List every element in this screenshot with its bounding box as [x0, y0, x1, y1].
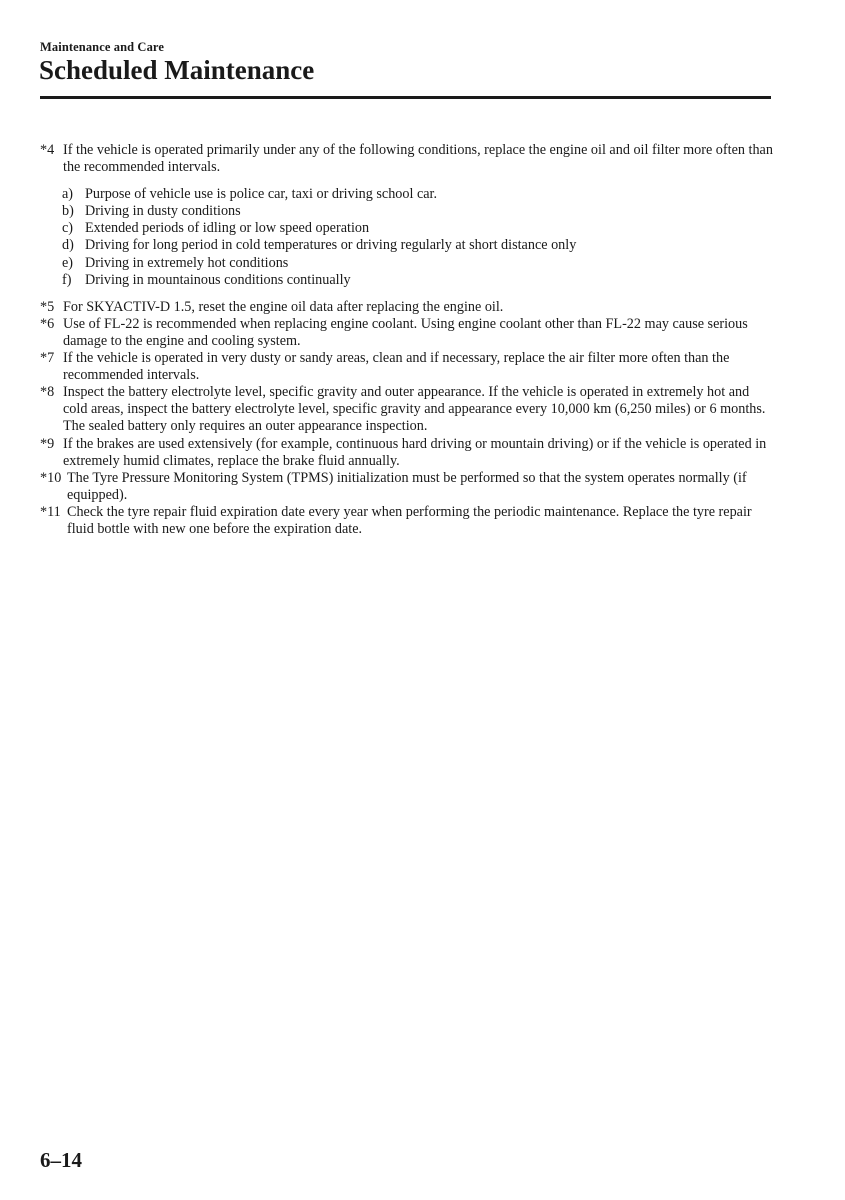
footnote-marker: *11 — [40, 503, 61, 520]
list-item-text: Extended periods of idling or low speed operation — [85, 220, 370, 237]
list-item-marker: c) — [62, 220, 74, 237]
list-item — [62, 255, 775, 272]
footnote-text: The Tyre Pressure Monitoring System (TPMS) initialization must be performed so that the system operates normally (if equipped). — [67, 469, 747, 503]
list-item — [62, 186, 775, 203]
footnote-text: For SKYACTIV-D 1.5, reset the engine oil data after replacing the engine oil. — [63, 298, 504, 315]
footnote-marker: *6 — [40, 315, 55, 332]
footnote-text: If the vehicle is operated in very dusty or sandy areas, clean and if necessary, replace the air filter more often than the recommended intervals. — [63, 350, 730, 384]
list-item-text: Driving in dusty conditions — [85, 203, 241, 220]
footnote-marker: *10 — [40, 469, 62, 486]
list-item-text: Driving for long period in cold temperatures or driving regularly at short distance only — [85, 237, 577, 254]
footnote-marker: *9 — [40, 435, 55, 452]
footnote-text: If the brakes are used extensively (for example, continuous hard driving or mountain driving) or if the vehicle is operated in extremely humid climates, replace the brake fluid annually. — [63, 435, 767, 469]
list-item — [62, 237, 775, 254]
footnote-4 — [40, 142, 775, 176]
list-item-marker: a) — [62, 186, 74, 203]
footnote-6 — [40, 316, 775, 350]
list-item-marker: e) — [62, 254, 74, 271]
footnote-marker: *8 — [40, 384, 55, 401]
section-label: Maintenance and Care — [40, 40, 164, 54]
footnote-5 — [40, 299, 775, 316]
condition-list — [62, 186, 775, 289]
title-divider — [40, 96, 771, 99]
footnote-8 — [40, 384, 775, 435]
list-item-text: Driving in mountainous conditions continually — [85, 271, 351, 288]
footnote-text: Check the tyre repair fluid expiration date every year when performing the periodic maintenance. Replace the tyre repair fluid bottle with new one before the expiration date. — [67, 503, 752, 537]
list-item-text: Purpose of vehicle use is police car, taxi or driving school car. — [85, 186, 438, 203]
footnotes — [40, 142, 775, 538]
footnote-11 — [40, 504, 775, 538]
footnote-marker: *5 — [40, 298, 55, 315]
footnote-text: Inspect the battery electrolyte level, specific gravity and outer appearance. If the vehicle is operated in extremely hot and cold areas, inspect the battery electrolyte level, specific gravity and appearance every 10,000 km (6,250 miles) or 6 months. The sealed battery only requires an outer appearance inspection. — [63, 384, 766, 435]
footnote-text: Use of FL-22 is recommended when replacing engine coolant. Using engine coolant other than FL-22 may cause serious damage to the engine and cooling system. — [63, 315, 748, 349]
page-number: 6–14 — [40, 1148, 82, 1172]
footnote-marker: *7 — [40, 350, 55, 367]
list-item-text: Driving in extremely hot conditions — [85, 254, 289, 271]
footnote-text: If the vehicle is operated primarily under any of the following conditions, replace the engine oil and oil filter more often than the recommended intervals. — [63, 142, 773, 176]
footnote-9 — [40, 436, 775, 470]
footnote-10 — [40, 470, 775, 504]
footnote-7 — [40, 350, 775, 384]
list-item-marker: d) — [62, 237, 74, 254]
list-item — [62, 272, 775, 289]
list-item-marker: b) — [62, 203, 74, 220]
list-item — [62, 220, 775, 237]
list-item — [62, 203, 775, 220]
footnote-marker: *4 — [40, 142, 55, 158]
page-title: Scheduled Maintenance — [39, 55, 315, 85]
list-item-marker: f) — [62, 271, 72, 288]
